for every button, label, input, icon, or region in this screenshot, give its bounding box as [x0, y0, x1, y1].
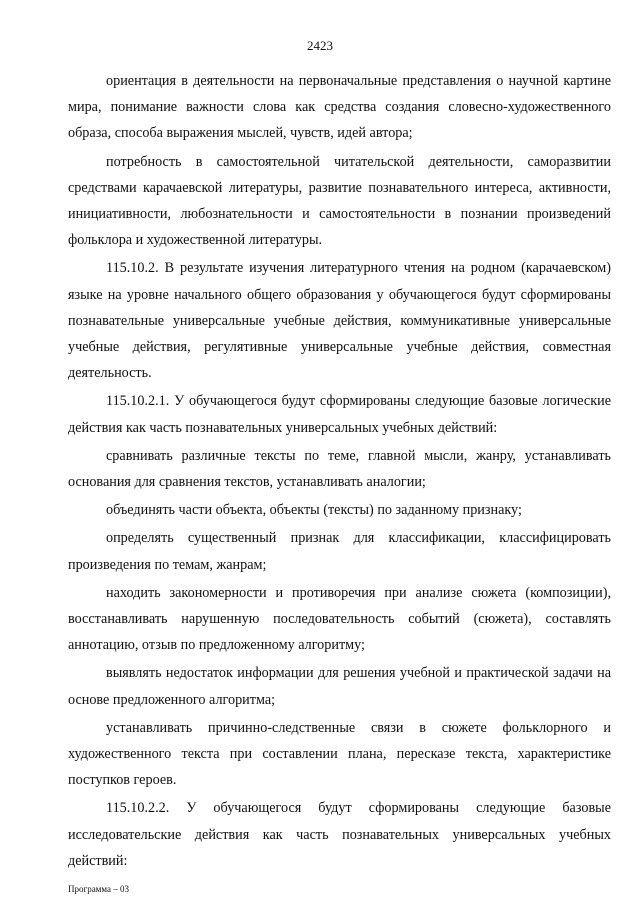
paragraph: определять существенный признак для классификации, классифицировать произведения по темам, жанрам; — [68, 530, 611, 573]
paragraph: 115.10.2. В результате изучения литературного чтения на родном (карачаевском) языке на уровне начального общего образования у обучающегося будут сформированы познавательные универсальные учебные действия, коммуникативные универсальные учебные действия, регулятивные универсальные учебные действия, совместная деятельность. — [68, 260, 611, 382]
paragraph: выявлять недостаток информации для решения учебной и практической задачи на основе предложенного алгоритма; — [68, 665, 611, 708]
paragraph: сравнивать различные тексты по теме, главной мысли, жанру, устанавливать основания для сравнения текстов, устанавливать аналогии; — [68, 447, 611, 491]
footer-note: Программа – 03 — [68, 884, 130, 894]
paragraph: 115.10.2.2. У обучающегося будут сформированы следующие базовые исследовательские действия как часть познавательных универсальных учебных действий: — [68, 800, 611, 869]
paragraph: устанавливать причинно-следственные связи в сюжете фольклорного и художественного текста при составлении плана, пересказе текста, характеристике поступков героев. — [68, 719, 611, 789]
body-text — [68, 68, 611, 876]
paragraph: 115.10.2.1. У обучающегося будут сформированы следующие базовые логические действия как часть познавательных универсальных учебных действий: — [68, 393, 611, 436]
paragraph: ориентация в деятельности на первоначальные представления о научной картине мира, понимание важности слова как средства создания словесно-художественного образа, способа выражения мыслей, чувств, идей автора; — [68, 73, 611, 142]
paragraph: объединять части объекта, объекты (тексты) по заданному признаку; — [106, 502, 522, 519]
page-number: 2423 — [307, 38, 333, 53]
paragraph: находить закономерности и противоречия при анализе сюжета (композиции), восстанавливать нарушенную последовательность событий (сюжета), составлять аннотацию, отзыв по предложенному алгоритму; — [68, 584, 611, 654]
paragraph: потребность в самостоятельной читательской деятельности, саморазвитии средствами карачаевской литературы, развитие познавательного интереса, активности, инициативности, любознательности и самостоятельности в познании произведений фольклора и художественной литературы. — [68, 153, 611, 249]
